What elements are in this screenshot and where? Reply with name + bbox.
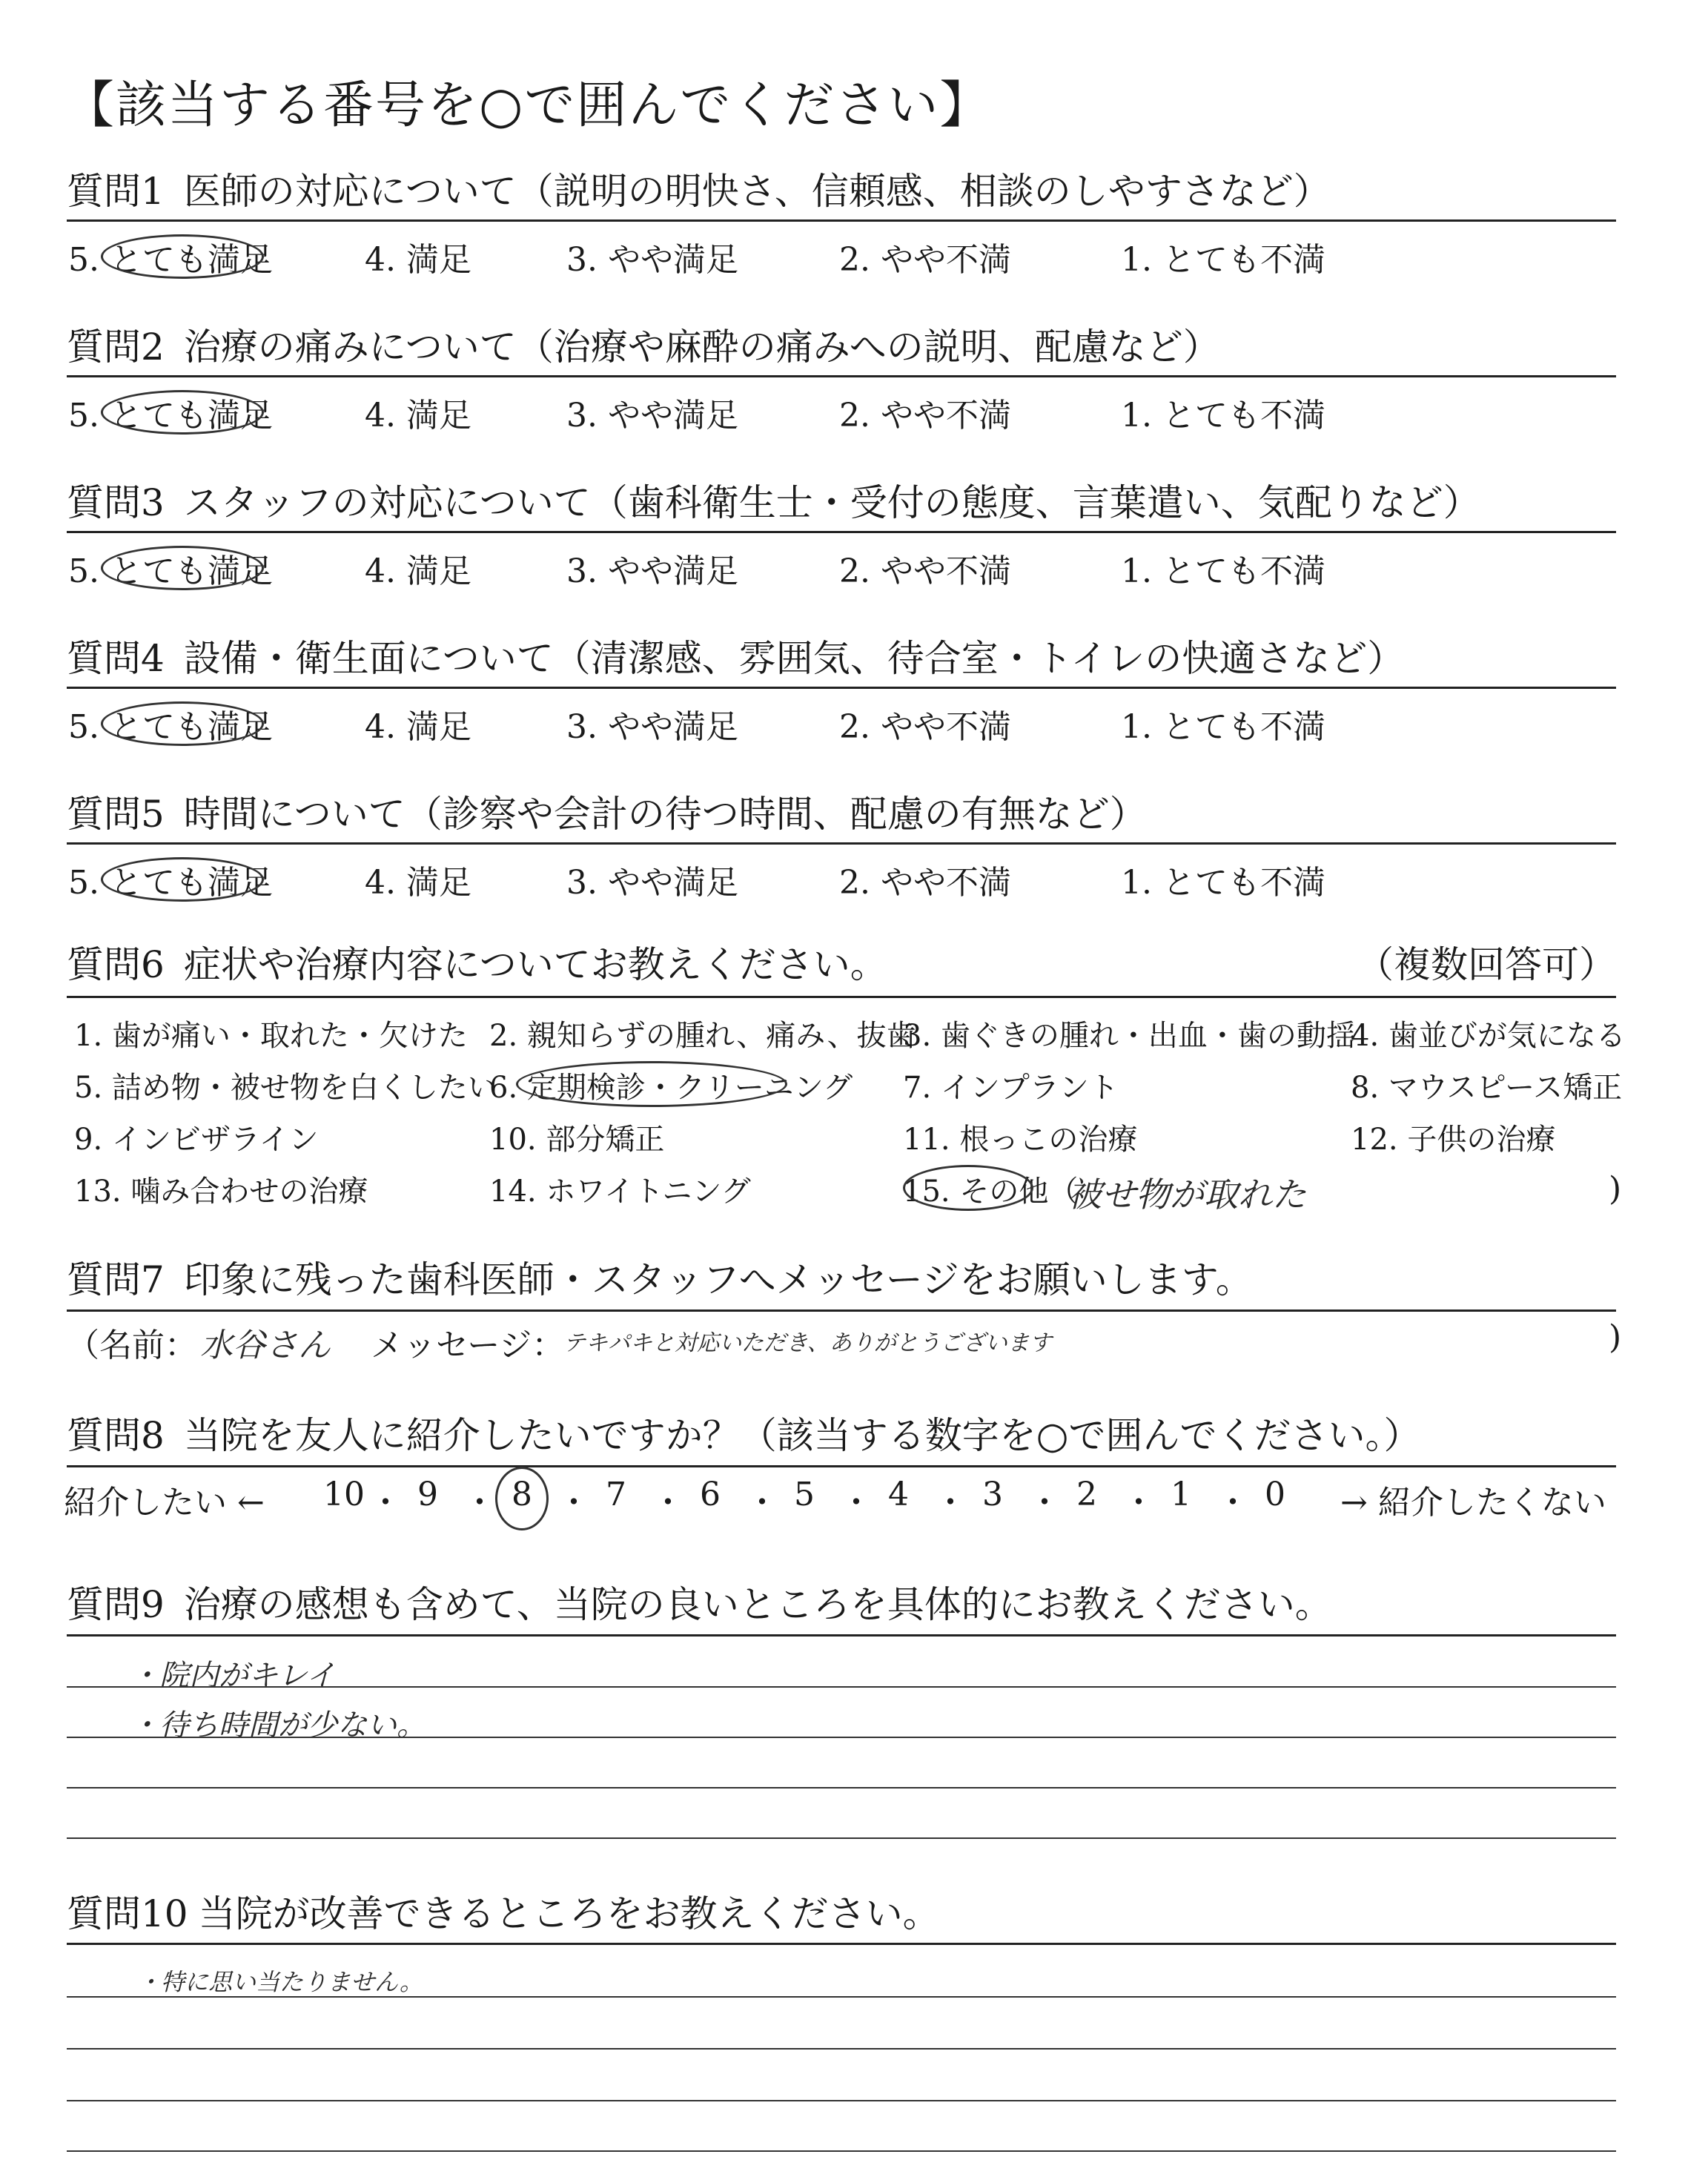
divider (67, 1634, 1616, 1636)
message-label: メッセージ： (371, 1327, 565, 1364)
symptom-option[interactable]: 2. 親知らずの腫れ、痛み、抜歯 (489, 1019, 916, 1053)
rating-option[interactable]: 5. とても満足 (68, 397, 273, 435)
scale-value[interactable]: 2 (1076, 1476, 1097, 1513)
rating-option[interactable]: 5. とても満足 (68, 552, 273, 590)
scale-separator: ・ (746, 1484, 778, 1522)
rating-option[interactable]: 2. やや不満 (839, 708, 1011, 746)
symptom-option[interactable]: 15. その他（ (903, 1175, 1079, 1209)
rating-option[interactable]: 3. やや満足 (566, 708, 738, 746)
question-8 (67, 1409, 1623, 1462)
rating-option[interactable]: 1. とても不満 (1121, 241, 1325, 279)
question-7 (67, 1253, 1623, 1307)
rating-option[interactable]: 4. 満足 (365, 397, 471, 435)
answer-line (67, 2100, 1616, 2101)
divider (67, 996, 1616, 998)
scale-value[interactable]: 8 (512, 1476, 532, 1513)
rating-option[interactable]: 3. やや満足 (566, 864, 738, 902)
question-text: 治療の感想も含めて、当院の良いところを具体的にお教えください。 (183, 1583, 1332, 1626)
rating-option[interactable]: 1. とても不満 (1121, 552, 1325, 590)
symptom-option[interactable]: 5. 詰め物・被せ物を白くしたい (74, 1071, 497, 1105)
question-text: 設備・衛生面について（清潔感、雰囲気、待合室・トイレの快適さなど） (183, 637, 1405, 680)
symptom-option[interactable]: 1. 歯が痛い・取れた・欠けた (74, 1019, 468, 1053)
question-text: 当院が改善できるところをお教えください。 (198, 1892, 940, 1935)
question-5 (67, 787, 1623, 841)
symptom-option[interactable]: 7. インプラント (903, 1071, 1119, 1105)
selected-circle-mark (903, 1165, 1033, 1211)
selected-circle-mark (495, 1467, 549, 1530)
question-number: 質問1 (67, 170, 165, 213)
question-1 (67, 165, 1623, 218)
scale-separator: ・ (1217, 1484, 1249, 1522)
scale-right-label: → 紹介したくない (1340, 1484, 1606, 1522)
question-text: 当院を友人に紹介したいですか？（該当する数字を○で囲んでください。） (183, 1414, 1421, 1457)
selected-circle-mark (516, 1061, 787, 1107)
symptom-option[interactable]: 9. インビザライン (74, 1123, 319, 1157)
rating-option[interactable]: 4. 満足 (365, 552, 471, 590)
question-number: 質問3 (67, 481, 165, 524)
question-text: 時間について（診察や会計の待つ時間、配慮の有無など） (183, 793, 1147, 836)
page-title: 【該当する番号を○で囲んでください】 (64, 76, 992, 135)
rating-option[interactable]: 5. とても満足 (68, 708, 273, 746)
symptom-option[interactable]: 14. ホワイトニング (489, 1175, 751, 1209)
scale-separator: ・ (840, 1484, 873, 1522)
close-paren: ) (1609, 1318, 1622, 1356)
rating-option[interactable]: 3. やや満足 (566, 241, 738, 279)
selected-circle-mark (101, 390, 264, 435)
scale-separator: ・ (369, 1484, 402, 1522)
scale-separator: ・ (652, 1484, 684, 1522)
scale-separator: ・ (1122, 1484, 1155, 1522)
divider (67, 219, 1616, 222)
symptom-option[interactable]: 3. 歯ぐきの腫れ・出血・歯の動揺 (903, 1019, 1356, 1053)
question-number: 質問5 (67, 793, 165, 836)
symptom-option[interactable]: 11. 根っこの治療 (903, 1123, 1138, 1157)
scale-value[interactable]: 0 (1265, 1476, 1285, 1513)
symptom-option[interactable]: 12. 子供の治療 (1351, 1123, 1556, 1157)
question-text: 症状や治療内容についてお教えください。 (183, 943, 887, 986)
close-paren: ) (1609, 1170, 1622, 1208)
divider (67, 1943, 1616, 1945)
scale-value[interactable]: 1 (1171, 1476, 1191, 1513)
question-number: 質問2 (67, 326, 165, 369)
question-2 (67, 320, 1623, 374)
question-number: 質問6 (67, 943, 165, 986)
rating-option[interactable]: 3. やや満足 (566, 397, 738, 435)
divider (67, 375, 1616, 377)
divider (67, 842, 1616, 845)
answer-line (67, 2150, 1616, 2152)
question-number: 質問10 (67, 1892, 188, 1935)
good-point-1: ・院内がキレイ (130, 1659, 336, 1693)
rating-option[interactable]: 1. とても不満 (1121, 864, 1325, 902)
rating-option[interactable]: 1. とても不満 (1121, 708, 1325, 746)
symptom-option[interactable]: 8. マウスピース矯正 (1351, 1071, 1623, 1105)
name-label: （名前： (67, 1327, 197, 1364)
selected-circle-mark (101, 701, 264, 746)
symptom-option[interactable]: 4. 歯並びが気になる (1351, 1019, 1626, 1053)
question-6 (67, 938, 1623, 991)
scale-separator: ・ (934, 1484, 967, 1522)
scale-value[interactable]: 4 (888, 1476, 909, 1513)
rating-option[interactable]: 5. とても満足 (68, 241, 273, 279)
selected-circle-mark (101, 234, 264, 279)
question-3 (67, 476, 1623, 529)
rating-option[interactable]: 4. 満足 (365, 864, 471, 902)
answer-line (67, 1996, 1616, 1998)
question-number: 質問4 (67, 637, 165, 680)
question-text: 医師の対応について（説明の明快さ、信頼感、相談のしやすさなど） (183, 170, 1331, 213)
answer-line (67, 1837, 1616, 1839)
scale-value[interactable]: 7 (606, 1476, 626, 1513)
improvement-1: ・特に思い当たりません。 (137, 1968, 423, 1996)
message-value: テキパキと対応いただき、ありがとうございます (563, 1330, 1052, 1356)
rating-option[interactable]: 2. やや不満 (839, 241, 1011, 279)
question-4 (67, 632, 1623, 685)
scale-separator: ・ (557, 1484, 590, 1522)
answer-line (67, 2048, 1616, 2050)
scale-value[interactable]: 5 (794, 1476, 815, 1513)
multiple-answers-note: （複数回答可） (1357, 943, 1616, 986)
question-text: 治療の痛みについて（治療や麻酔の痛みへの説明、配慮など） (183, 326, 1220, 369)
symptom-option[interactable]: 10. 部分矯正 (489, 1123, 665, 1157)
selected-circle-mark (101, 546, 264, 590)
question-number: 質問8 (67, 1414, 165, 1457)
answer-line (67, 1686, 1616, 1688)
question-text: 印象に残った歯科医師・スタッフへメッセージをお願いします。 (183, 1258, 1253, 1301)
rating-option[interactable]: 2. やや不満 (839, 397, 1011, 435)
rating-option[interactable]: 2. やや不満 (839, 864, 1011, 902)
rating-option[interactable]: 2. やや不満 (839, 552, 1011, 590)
good-point-2: ・待ち時間が少ない。 (130, 1708, 426, 1743)
scale-left-label: 紹介したい ← (64, 1484, 265, 1522)
rating-option[interactable]: 3. やや満足 (566, 552, 738, 590)
divider (67, 687, 1616, 689)
scale-value[interactable]: 6 (700, 1476, 721, 1513)
question-10 (67, 1887, 1623, 1941)
scale-value[interactable]: 10 (323, 1476, 365, 1513)
scale-value[interactable]: 3 (982, 1476, 1003, 1513)
divider (67, 531, 1616, 533)
scale-separator: ・ (463, 1484, 496, 1522)
question-number: 質問9 (67, 1583, 165, 1626)
symptom-option[interactable]: 6. 定期検診・クリーニング (489, 1071, 853, 1105)
rating-option[interactable]: 4. 満足 (365, 241, 471, 279)
question-number: 質問7 (67, 1258, 165, 1301)
divider (67, 1309, 1616, 1312)
divider (67, 1465, 1616, 1467)
rating-option[interactable]: 5. とても満足 (68, 864, 273, 902)
scale-separator: ・ (1028, 1484, 1061, 1522)
symptom-option[interactable]: 13. 噛み合わせの治療 (74, 1175, 368, 1209)
question-9 (67, 1578, 1623, 1631)
scale-value[interactable]: 9 (417, 1476, 438, 1513)
selected-circle-mark (101, 857, 264, 902)
other-answer: 被せ物が取れた (1068, 1175, 1306, 1215)
answer-line (67, 1737, 1616, 1738)
rating-option[interactable]: 4. 満足 (365, 708, 471, 746)
answer-line (67, 1787, 1616, 1789)
question-text: スタッフの対応について（歯科衛生士・受付の態度、言葉遣い、気配りなど） (183, 481, 1480, 524)
name-value: 水谷さん (200, 1327, 331, 1364)
rating-option[interactable]: 1. とても不満 (1121, 397, 1325, 435)
